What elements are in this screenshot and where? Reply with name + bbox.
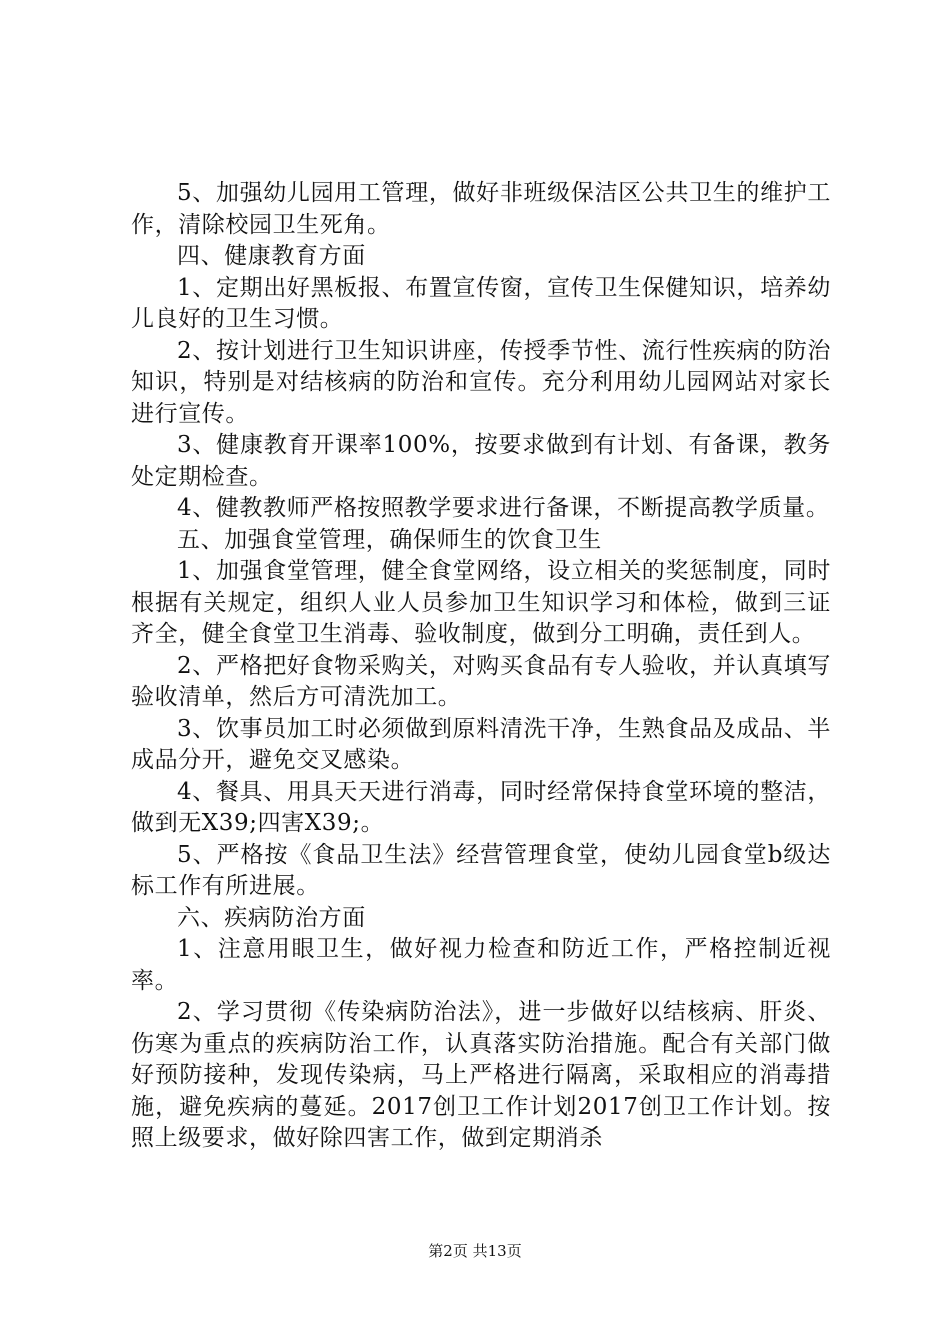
paragraph-5-staff-management: 5、加强幼儿园用工管理，做好非班级保洁区公共卫生的维护工作，清除校园卫生死角。 <box>131 180 831 238</box>
section-heading-disease-prevention: 六、疾病防治方面 <box>177 904 366 931</box>
paragraph-3-course-rate: 3、健康教育开课率100%，按要求做到有计划、有备课，教务处定期检查。 <box>131 432 831 490</box>
page-footer <box>0 1241 950 1261</box>
paragraph-2-lectures: 2、按计划进行卫生知识讲座，传授季节性、流行性疾病的防治知识，特别是对结核病的防治和宣传。充分利用幼儿园网站对家长进行宣传。 <box>131 337 831 427</box>
paragraph-2-infectious-disease: 2、学习贯彻《传染病防治法》，进一步做好以结核病、肝炎、伤寒为重点的疾病防治工作，认真落实防治措施。配合有关部门做好预防接种，发现传染病，马上严格进行隔离，采取相应的消毒措施，避免疾病的蔓延。2017创卫工作计划2017创卫工作计划。按照上级要求，做好除四害工作，做到定期消杀 <box>131 999 831 1151</box>
paragraph-4-lesson-prep: 4、健教教师严格按照教学要求进行备课，不断提高教学质量。 <box>177 495 830 521</box>
paragraph-4-disinfection: 4、餐具、用具天天进行消毒，同时经常保持食堂环境的整洁，做到无X39;四害X39;。 <box>131 778 831 836</box>
document-body <box>131 178 831 1155</box>
paragraph-1-canteen-management: 1、加强食堂管理，健全食堂网络，设立相关的奖惩制度，同时根据有关规定，组织人业人员参加卫生知识学习和体检，做到三证齐全，健全食堂卫生消毒、验收制度，做到分工明确，责任到人。 <box>131 558 831 647</box>
section-heading-canteen: 五、加强食堂管理，确保师生的饮食卫生 <box>177 526 602 553</box>
section-heading-health-education: 四、健康教育方面 <box>177 243 366 269</box>
page-indicator: 第2页 共13页 <box>428 1242 522 1260</box>
paragraph-3-food-processing: 3、饮事员加工时必须做到原料清洗干净，生熟食品及成品、半成品分开，避免交叉感染。 <box>131 715 831 773</box>
paragraph-2-food-purchase: 2、严格把好食物采购关，对购买食品有专人验收，并认真填写验收清单，然后方可清洗加工。 <box>131 652 831 710</box>
paragraph-1-blackboard: 1、定期出好黑板报、布置宣传窗，宣传卫生保健知识，培养幼儿良好的卫生习惯。 <box>131 274 831 332</box>
paragraph-5-food-hygiene-law: 5、严格按《食品卫生法》经营管理食堂，使幼儿园食堂b级达标工作有所进展。 <box>131 841 831 899</box>
paragraph-1-eye-hygiene: 1、注意用眼卫生，做好视力检查和防近工作，严格控制近视率。 <box>131 936 831 994</box>
